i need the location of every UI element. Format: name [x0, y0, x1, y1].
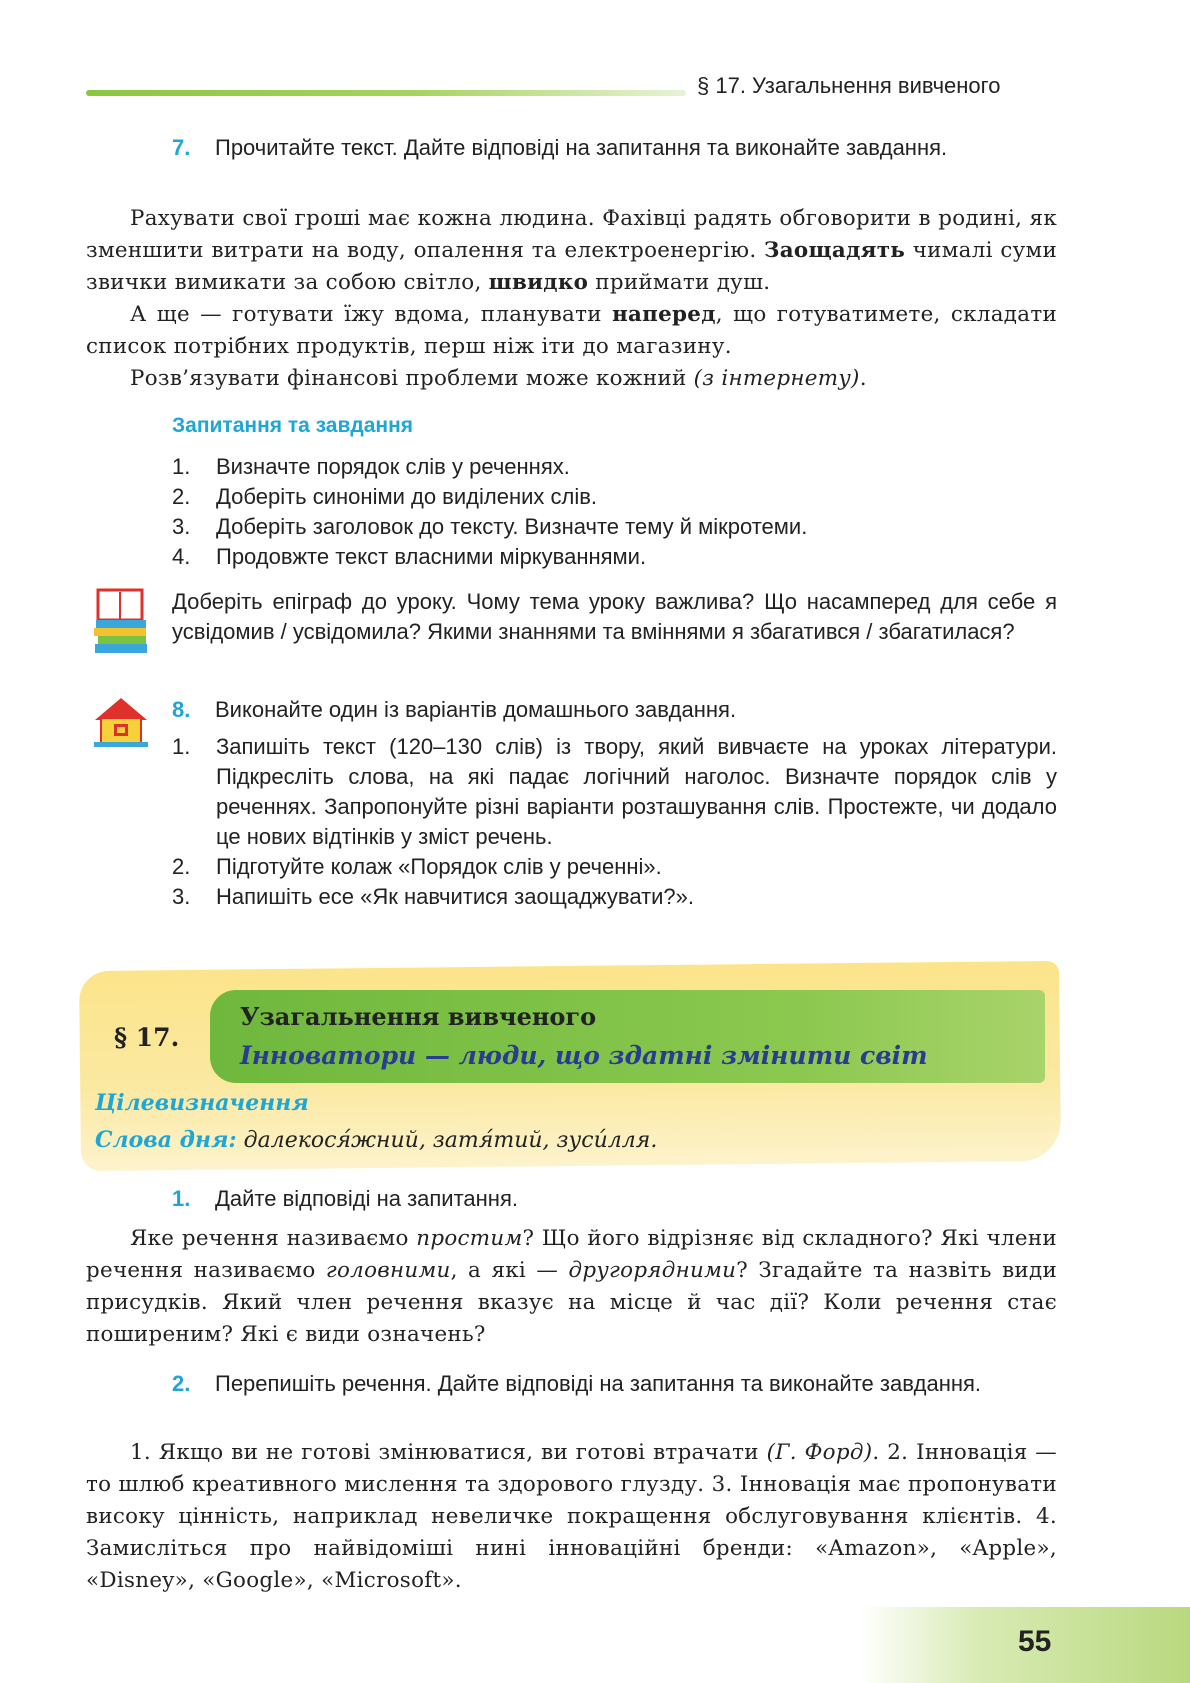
task-1 [172, 1184, 1057, 1214]
list-item: 2. Підготуйте колаж «Порядок слів у реченні». [172, 854, 662, 879]
task-number: 2. [172, 1371, 191, 1396]
header-rule [86, 90, 686, 96]
text-paragraph: А ще — готувати їжу вдома, планувати наперед, що готуватимете, складати список потрібних продуктів, перш ніж іти до магазину. [86, 302, 1058, 359]
homework-list [172, 732, 1057, 912]
reading-text [86, 203, 1057, 395]
text-paragraph: Рахувати свої гроші має кожна людина. Фахівці радять обговорити в родині, як зменшити витрати на воду, опалення та електроенергію. Заощадять чималі суми звички вимикати за собою світло, швидко приймати душ. [86, 206, 1057, 295]
text-paragraph: 1. Якщо ви не готові змінюватися, ви готові втрачати (Г. Форд). 2. Інновація — то шлюб креативного мислення та здорового глузду. 3. Інновація має пропонувати високу цінність, наприклад невеличке покращення обслуговування клієнтів. 4. Замисліться про найвідоміші нині інноваційні бренди: «Amazon», «Apple», «Disney», «Google», «Microsoft». [86, 1440, 1057, 1593]
page-number: 55 [1018, 1625, 1052, 1658]
list-item: 4. Продовжте текст власними міркуваннями. [172, 544, 647, 569]
words-list: далекося́жний, затя́тий, зуси́лля. [243, 1128, 658, 1153]
text-paragraph: Яке речення називаємо простим? Що його відрізняє від складного? Які члени речення називаємо головними, а які — другорядними? Згадайте та назвіть види присудків. Який член речення вказує на місце й час дії? Коли речення стає поширеним? Які є види означень? [86, 1226, 1057, 1347]
task-7 [172, 133, 1057, 163]
questions-list [172, 452, 807, 572]
task-number: 7. [172, 135, 191, 160]
task-2-sentences [86, 1437, 1057, 1597]
books-icon [92, 588, 150, 656]
task-8 [172, 695, 1057, 725]
section-subtitle: Інноватори — люди, що здатні змінити світ [240, 1041, 928, 1070]
running-header: § 17. Узагальнення вивченого [697, 73, 1001, 98]
task-1-questions [86, 1223, 1057, 1351]
section-title: Узагальнення вивченого [240, 1002, 597, 1031]
house-icon [92, 696, 150, 748]
task-2 [172, 1369, 1057, 1399]
task-instruction: Виконайте один із варіантів домашнього завдання. [215, 697, 737, 722]
goal-setting-label: Цілевизначення [95, 1090, 309, 1116]
list-item: 3. Доберіть заголовок до тексту. Визначте тему й мікротеми. [172, 514, 808, 539]
task-number: 8. [172, 697, 191, 722]
list-item: 1. Визначте порядок слів у реченнях. [172, 454, 570, 479]
list-item: 1. Запишіть текст (120–130 слів) із твору, який вивчаєте на уроках літератури. Підкресліть слова, на які падає логічний наголос. Визначте порядок слів у реченнях. Запропонуйте різні варіанти розташування слів. Простежте, чи додало це нових відтінків у зміст речень. [172, 734, 1057, 849]
reflection-text: Доберіть епіграф до уроку. Чому тема уроку важлива? Що насамперед для себе я усвідомив / усвідомила? Якими знаннями та вміннями я збагатився / збагатилася? [172, 589, 1057, 644]
task-instruction: Прочитайте текст. Дайте відповіді на запитання та виконайте завдання. [215, 135, 948, 160]
words-label: Слова дня: [95, 1127, 237, 1153]
task-instruction: Дайте відповіді на запитання. [215, 1186, 518, 1211]
text-paragraph: Розв’язувати фінансові проблеми може кожний (з інтернету). [130, 366, 867, 391]
questions-heading: Запитання та завдання [172, 414, 414, 437]
list-item: 3. Напишіть есе «Як навчитися заощаджувати?». [172, 884, 695, 909]
task-instruction: Перепишіть речення. Дайте відповіді на запитання та виконайте завдання. [215, 1371, 982, 1396]
task-number: 1. [172, 1186, 191, 1211]
list-item: 2. Доберіть синоніми до виділених слів. [172, 484, 598, 509]
section-number: § 17. [114, 1023, 180, 1052]
words-of-day [95, 1127, 657, 1153]
